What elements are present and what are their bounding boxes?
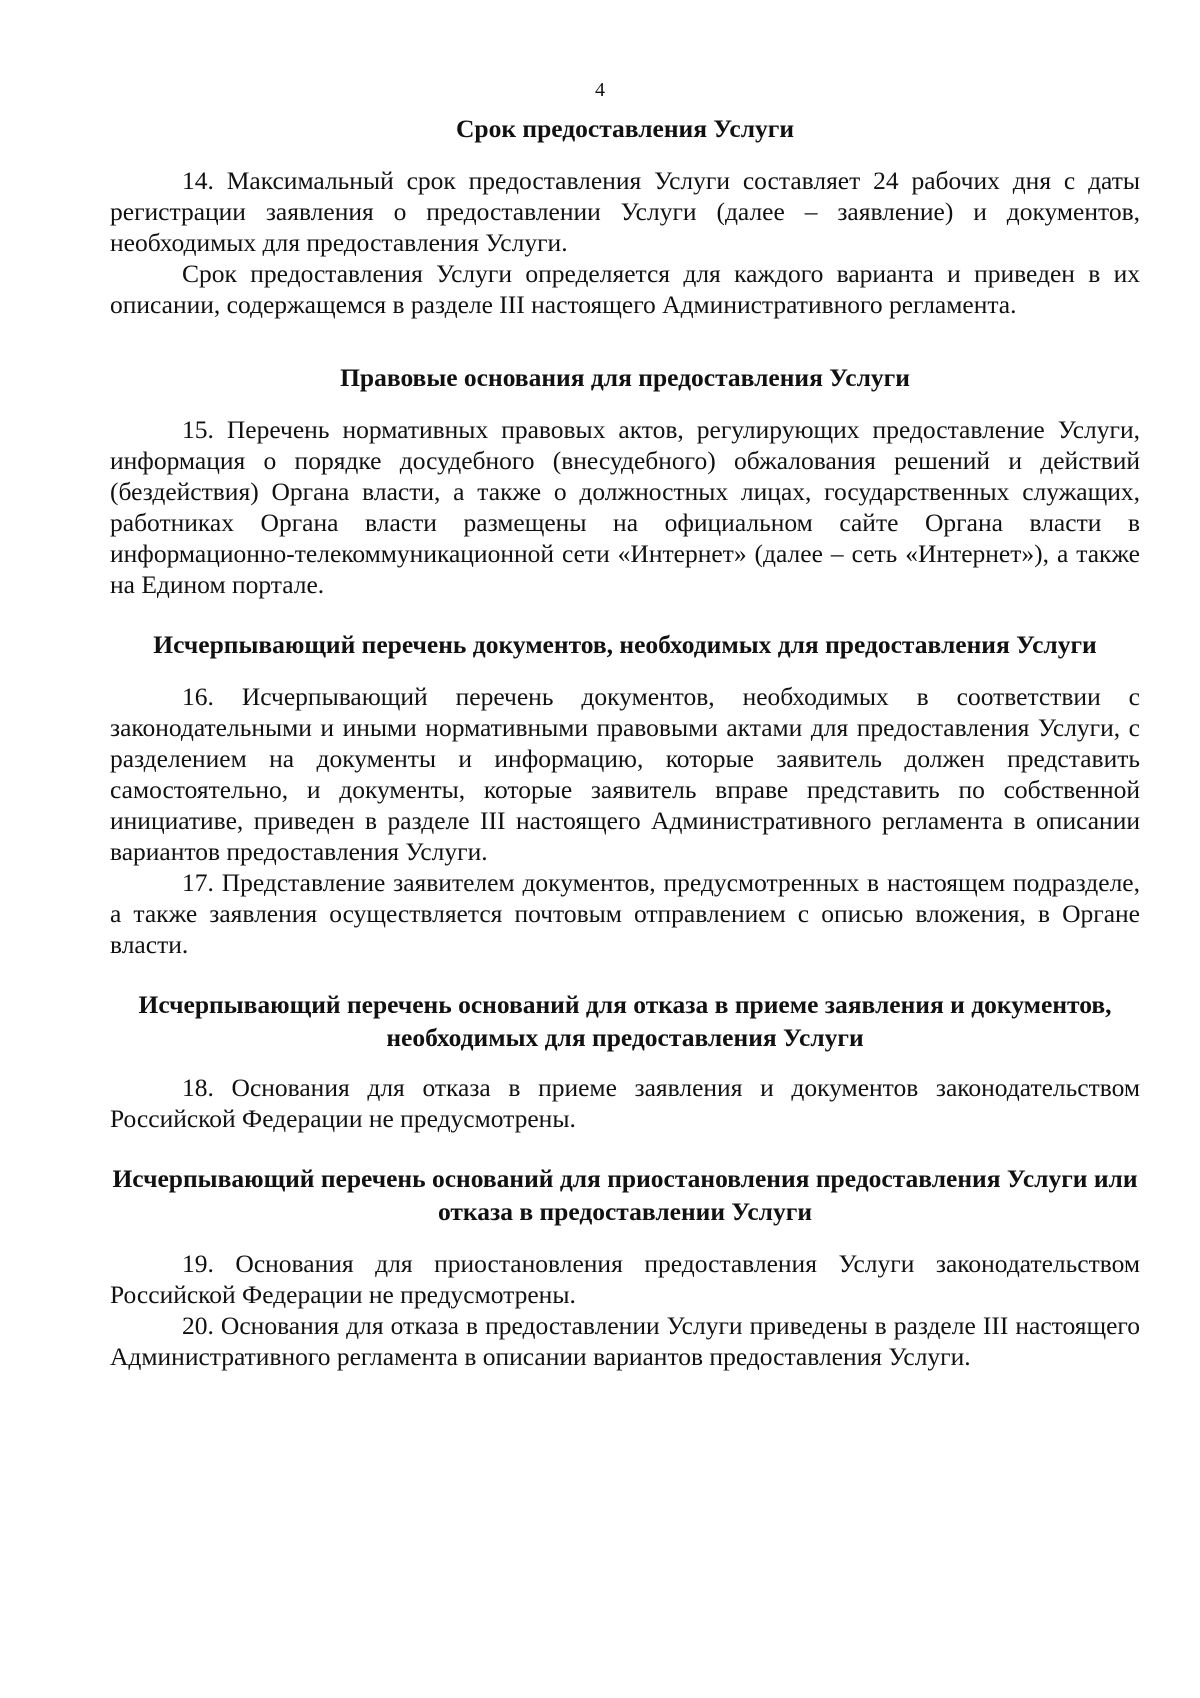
section-legal-grounds xyxy=(110,361,1140,600)
section-heading: Исчерпывающий перечень документов, необходимых для предоставления Услуги xyxy=(153,630,1097,659)
section-service-term xyxy=(110,112,1140,320)
paragraph-16: 16. Исчерпывающий перечень документов, необходимых в соответствии с законодательными и иными нормативными правовыми актами для предоставления Услуги, с разделением на документы и информацию, которые заявитель должен представить самостоятельно, и документы, которые заявитель вправе представить по собственной инициативе, приведен в разделе III настоящего Административного регламента в описании вариантов предоставления Услуги. xyxy=(110,682,1140,866)
paragraph-19: 19. Основания для приостановления предоставления Услуги законодательством Российской Федерации не предусмотрены. xyxy=(110,1249,1140,1309)
paragraph-17: 17. Представление заявителем документов, предусмотренных в настоящем подразделе, а также заявления осуществляется почтовым отправлением с описью вложения, в Органе власти. xyxy=(110,868,1140,959)
section-refusal-to-accept xyxy=(110,988,1140,1134)
paragraph-15: 15. Перечень нормативных правовых актов, регулирующих предоставление Услуги, информация о порядке досудебного (внесудебного) обжалования решений и действий (бездействия) Органа власти, а также о должностных лицах, государственных служащих, работниках Органа власти размещены на официальном сайте Органа власти в информационно-телекоммуникационной сети «Интернет» (далее – сеть «Интернет»), а также на Едином портале. xyxy=(110,415,1140,599)
paragraph-20: 20. Основания для отказа в предоставлении Услуги приведены в разделе III настоящего Административного регламента в описании вариантов предоставления Услуги. xyxy=(110,1311,1140,1371)
paragraph-18: 18. Основания для отказа в приеме заявления и документов законодательством Российской Федерации не предусмотрены. xyxy=(110,1073,1140,1133)
document-body xyxy=(110,112,1140,1372)
paragraph-14: 14. Максимальный срок предоставления Услуги составляет 24 рабочих дня с даты регистрации заявления о предоставлении Услуги (далее – заявление) и документов, необходимых для предоставления Услуги. xyxy=(110,166,1140,257)
page-number: 4 xyxy=(595,79,605,101)
section-heading: Срок предоставления Услуги xyxy=(455,114,795,143)
section-heading: Исчерпывающий перечень оснований для приостановления предоставления Услуги или отказа в предоставлении Услуги xyxy=(112,1164,1138,1226)
section-heading: Исчерпывающий перечень оснований для отказа в приеме заявления и документов, необходимых для предоставления Услуги xyxy=(138,990,1112,1052)
paragraph-term-variants: Срок предоставления Услуги определяется для каждого варианта и приведен в их описании, содержащемся в разделе III настоящего Административного регламента. xyxy=(110,259,1140,319)
section-suspension-or-refusal xyxy=(110,1162,1140,1372)
section-required-documents xyxy=(110,628,1140,960)
section-heading: Правовые основания для предоставления Услуги xyxy=(340,363,910,392)
